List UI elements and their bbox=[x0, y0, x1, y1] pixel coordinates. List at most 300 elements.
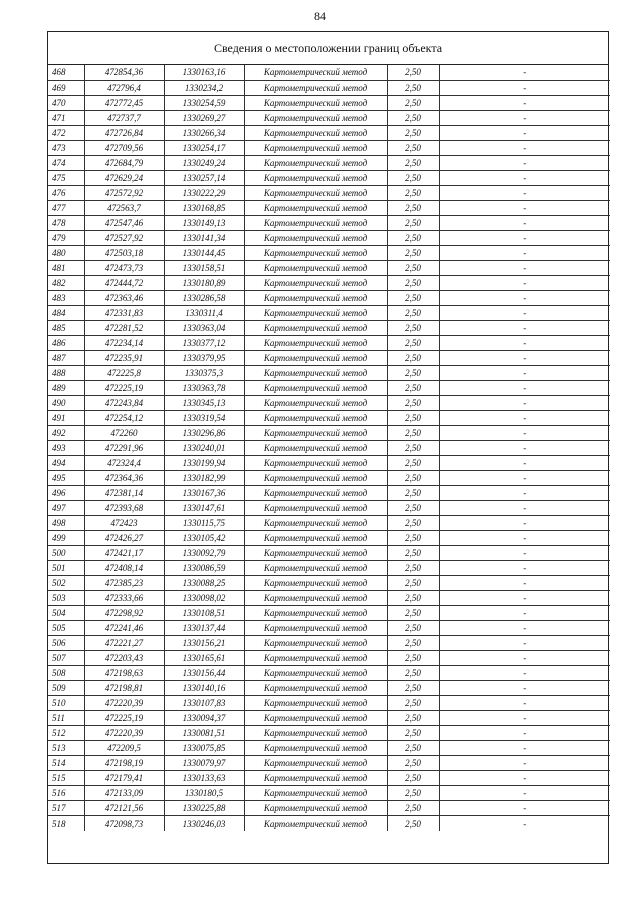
description-cell: - bbox=[523, 818, 527, 829]
x-coordinate-cell: 472503,18 bbox=[84, 245, 164, 260]
x-coordinate-cell: 472726,84 bbox=[84, 125, 164, 140]
point-number-cell: 518 bbox=[48, 816, 84, 831]
description-cell: - bbox=[439, 65, 610, 80]
precision-cell: 2,50 bbox=[387, 455, 439, 470]
table-row bbox=[48, 80, 610, 95]
precision-cell: 2,50 bbox=[387, 621, 439, 636]
method-cell: Картометрический метод bbox=[244, 606, 387, 621]
y-coordinate-cell: 1330319,54 bbox=[164, 410, 244, 425]
y-coordinate-cell: 1330363,04 bbox=[164, 320, 244, 335]
y-coordinate-cell: 1330377,12 bbox=[164, 335, 244, 350]
description-cell: - bbox=[439, 200, 610, 215]
point-number-cell: 494 bbox=[48, 455, 84, 470]
precision-cell: 2,50 bbox=[387, 290, 439, 305]
description-cell: - bbox=[439, 320, 610, 335]
description-cell: - bbox=[439, 786, 610, 801]
method-cell: Картометрический метод bbox=[244, 80, 387, 95]
precision-cell: 2,50 bbox=[387, 410, 439, 425]
point-number-cell: 469 bbox=[48, 80, 84, 95]
x-coordinate-cell: 472572,92 bbox=[84, 185, 164, 200]
point-number-cell: 500 bbox=[48, 546, 84, 561]
table-row bbox=[48, 320, 610, 335]
description-cell: - bbox=[439, 771, 610, 786]
y-coordinate-cell: 1330108,51 bbox=[164, 606, 244, 621]
method-cell: Картометрический метод bbox=[244, 320, 387, 335]
method-cell: Картометрический метод bbox=[244, 816, 387, 831]
description-cell: - bbox=[439, 395, 610, 410]
table-row bbox=[48, 155, 610, 170]
description-cell: - bbox=[439, 546, 610, 561]
x-coordinate-cell: 472324,4 bbox=[84, 455, 164, 470]
table-row bbox=[48, 395, 610, 410]
method-cell: Картометрический метод bbox=[244, 696, 387, 711]
description-cell: - bbox=[439, 335, 610, 350]
description-cell: - bbox=[439, 95, 610, 110]
description-cell: - bbox=[439, 350, 610, 365]
precision-cell: 2,50 bbox=[387, 726, 439, 741]
table-row bbox=[48, 786, 610, 801]
x-coordinate-cell: 472225,19 bbox=[84, 380, 164, 395]
x-coordinate-cell: 472220,39 bbox=[84, 696, 164, 711]
point-number-cell: 511 bbox=[48, 711, 84, 726]
description-cell: - bbox=[439, 80, 610, 95]
description-cell: - bbox=[439, 185, 610, 200]
point-number-cell: 505 bbox=[48, 621, 84, 636]
y-coordinate-cell: 1330180,89 bbox=[164, 275, 244, 290]
method-cell: Картометрический метод bbox=[244, 200, 387, 215]
x-coordinate-cell: 472393,68 bbox=[84, 500, 164, 515]
x-coordinate-cell: 472563,7 bbox=[84, 200, 164, 215]
precision-cell: 2,50 bbox=[387, 681, 439, 696]
method-cell: Картометрический метод bbox=[244, 140, 387, 155]
y-coordinate-cell: 1330094,37 bbox=[164, 711, 244, 726]
point-number-cell: 470 bbox=[48, 95, 84, 110]
table-row bbox=[48, 636, 610, 651]
table-row bbox=[48, 275, 610, 290]
table-row bbox=[48, 741, 610, 756]
table-row bbox=[48, 515, 610, 530]
x-coordinate-cell: 472364,36 bbox=[84, 470, 164, 485]
x-coordinate-cell: 472408,14 bbox=[84, 561, 164, 576]
precision-cell: 2,50 bbox=[387, 110, 439, 125]
precision-cell: 2,50 bbox=[387, 95, 439, 110]
x-coordinate-cell: 472527,92 bbox=[84, 230, 164, 245]
precision-cell: 2,50 bbox=[387, 200, 439, 215]
table-row bbox=[48, 530, 610, 545]
table-row bbox=[48, 140, 610, 155]
point-number-cell: 482 bbox=[48, 275, 84, 290]
precision-cell: 2,50 bbox=[387, 185, 439, 200]
x-coordinate-cell: 472254,12 bbox=[84, 410, 164, 425]
point-number-cell: 501 bbox=[48, 561, 84, 576]
y-coordinate-cell: 1330254,59 bbox=[164, 95, 244, 110]
table-row bbox=[48, 485, 610, 500]
method-cell: Картометрический метод bbox=[244, 485, 387, 500]
point-number-cell: 487 bbox=[48, 350, 84, 365]
y-coordinate-cell: 1330225,88 bbox=[164, 801, 244, 816]
method-cell: Картометрический метод bbox=[244, 636, 387, 651]
table-row bbox=[48, 546, 610, 561]
y-coordinate-cell: 1330081,51 bbox=[164, 726, 244, 741]
description-cell: - bbox=[439, 561, 610, 576]
y-coordinate-cell: 1330144,45 bbox=[164, 245, 244, 260]
table-row bbox=[48, 711, 610, 726]
precision-cell: 2,50 bbox=[387, 440, 439, 455]
description-cell: - bbox=[439, 380, 610, 395]
table-row bbox=[48, 260, 610, 275]
y-coordinate-cell: 1330105,42 bbox=[164, 530, 244, 545]
method-cell: Картометрический метод bbox=[244, 350, 387, 365]
precision-cell: 2,50 bbox=[387, 425, 439, 440]
y-coordinate-cell: 1330167,36 bbox=[164, 485, 244, 500]
precision-cell: 2,50 bbox=[387, 245, 439, 260]
y-coordinate-cell: 1330147,61 bbox=[164, 500, 244, 515]
y-coordinate-cell: 1330141,34 bbox=[164, 230, 244, 245]
point-number-cell: 513 bbox=[48, 741, 84, 756]
method-cell: Картометрический метод bbox=[244, 95, 387, 110]
x-coordinate-cell: 472220,39 bbox=[84, 726, 164, 741]
precision-cell: 2,50 bbox=[387, 380, 439, 395]
table-row bbox=[48, 816, 610, 831]
table-row bbox=[48, 470, 610, 485]
precision-cell: 2,50 bbox=[387, 741, 439, 756]
description-cell: - bbox=[439, 591, 610, 606]
description-cell: - bbox=[439, 305, 610, 320]
description-cell: - bbox=[439, 485, 610, 500]
description-cell: - bbox=[439, 741, 610, 756]
precision-cell: 2,50 bbox=[387, 756, 439, 771]
point-number-cell: 499 bbox=[48, 530, 84, 545]
x-coordinate-cell: 472121,56 bbox=[84, 801, 164, 816]
y-coordinate-cell: 1330163,16 bbox=[164, 65, 244, 80]
method-cell: Картометрический метод bbox=[244, 621, 387, 636]
x-coordinate-cell: 472221,27 bbox=[84, 636, 164, 651]
description-cell: - bbox=[439, 215, 610, 230]
table-row bbox=[48, 380, 610, 395]
precision-cell: 2,50 bbox=[387, 230, 439, 245]
description-cell: - bbox=[439, 726, 610, 741]
point-number-cell: 514 bbox=[48, 756, 84, 771]
table-row bbox=[48, 215, 610, 230]
description-cell: - bbox=[439, 170, 610, 185]
precision-cell: 2,50 bbox=[387, 515, 439, 530]
precision-cell: 2,50 bbox=[387, 155, 439, 170]
method-cell: Картометрический метод bbox=[244, 470, 387, 485]
y-coordinate-cell: 1330246,03 bbox=[164, 816, 244, 831]
description-cell: - bbox=[439, 245, 610, 260]
point-number-cell: 492 bbox=[48, 425, 84, 440]
description-cell: - bbox=[439, 576, 610, 591]
point-number-cell: 497 bbox=[48, 500, 84, 515]
precision-cell: 2,50 bbox=[387, 801, 439, 816]
precision-cell: 2,50 bbox=[387, 711, 439, 726]
x-coordinate-cell: 472363,46 bbox=[84, 290, 164, 305]
description-cell: - bbox=[439, 440, 610, 455]
description-cell: - bbox=[439, 681, 610, 696]
method-cell: Картометрический метод bbox=[244, 455, 387, 470]
method-cell: Картометрический метод bbox=[244, 425, 387, 440]
method-cell: Картометрический метод bbox=[244, 410, 387, 425]
x-coordinate-cell: 472737,7 bbox=[84, 110, 164, 125]
table-row bbox=[48, 305, 610, 320]
point-number-cell: 484 bbox=[48, 305, 84, 320]
table-row bbox=[48, 410, 610, 425]
y-coordinate-cell: 1330079,97 bbox=[164, 756, 244, 771]
method-cell: Картометрический метод bbox=[244, 230, 387, 245]
x-coordinate-cell: 472234,14 bbox=[84, 335, 164, 350]
precision-cell: 2,50 bbox=[387, 140, 439, 155]
description-cell: - bbox=[439, 275, 610, 290]
point-number-cell: 478 bbox=[48, 215, 84, 230]
table-row bbox=[48, 696, 610, 711]
y-coordinate-cell: 1330249,24 bbox=[164, 155, 244, 170]
description-cell: - bbox=[439, 515, 610, 530]
method-cell: Картометрический метод bbox=[244, 546, 387, 561]
x-coordinate-cell: 472331,83 bbox=[84, 305, 164, 320]
table-row bbox=[48, 185, 610, 200]
point-number-cell: 491 bbox=[48, 410, 84, 425]
method-cell: Картометрический метод bbox=[244, 561, 387, 576]
x-coordinate-cell: 472709,56 bbox=[84, 140, 164, 155]
x-coordinate-cell: 472241,46 bbox=[84, 621, 164, 636]
precision-cell: 2,50 bbox=[387, 666, 439, 681]
table-row bbox=[48, 651, 610, 666]
method-cell: Картометрический метод bbox=[244, 110, 387, 125]
y-coordinate-cell: 1330182,99 bbox=[164, 470, 244, 485]
table-row bbox=[48, 801, 610, 816]
precision-cell: 2,50 bbox=[387, 395, 439, 410]
method-cell: Картометрический метод bbox=[244, 440, 387, 455]
table-row bbox=[48, 65, 610, 80]
x-coordinate-cell: 472444,72 bbox=[84, 275, 164, 290]
y-coordinate-cell: 1330098,02 bbox=[164, 591, 244, 606]
description-cell: - bbox=[439, 260, 610, 275]
precision-cell: 2,50 bbox=[387, 530, 439, 545]
point-number-cell: 483 bbox=[48, 290, 84, 305]
precision-cell: 2,50 bbox=[387, 65, 439, 80]
precision-cell: 2,50 bbox=[387, 771, 439, 786]
description-cell: - bbox=[439, 470, 610, 485]
method-cell: Картометрический метод bbox=[244, 786, 387, 801]
point-number-cell: 481 bbox=[48, 260, 84, 275]
precision-cell: 2,50 bbox=[387, 591, 439, 606]
y-coordinate-cell: 1330092,79 bbox=[164, 546, 244, 561]
section-title: Сведения о местоположении границ объекта bbox=[48, 32, 608, 65]
y-coordinate-cell: 1330363,78 bbox=[164, 380, 244, 395]
table-row bbox=[48, 681, 610, 696]
method-cell: Картометрический метод bbox=[244, 711, 387, 726]
description-cell: - bbox=[439, 290, 610, 305]
description-cell: - bbox=[439, 140, 610, 155]
table-row bbox=[48, 561, 610, 576]
precision-cell: 2,50 bbox=[387, 275, 439, 290]
point-number-cell: 507 bbox=[48, 651, 84, 666]
description-cell: - bbox=[439, 455, 610, 470]
precision-cell: 2,50 bbox=[387, 305, 439, 320]
precision-cell: 2,50 bbox=[387, 651, 439, 666]
precision-cell: 2,50 bbox=[387, 320, 439, 335]
description-cell: - bbox=[439, 365, 610, 380]
precision-cell: 2,50 bbox=[387, 816, 439, 831]
point-number-cell: 493 bbox=[48, 440, 84, 455]
point-number-cell: 508 bbox=[48, 666, 84, 681]
x-coordinate-cell: 472772,45 bbox=[84, 95, 164, 110]
x-coordinate-cell: 472203,43 bbox=[84, 651, 164, 666]
point-number-cell: 489 bbox=[48, 380, 84, 395]
point-number-cell: 515 bbox=[48, 771, 84, 786]
precision-cell: 2,50 bbox=[387, 500, 439, 515]
precision-cell: 2,50 bbox=[387, 485, 439, 500]
method-cell: Картометрический метод bbox=[244, 681, 387, 696]
x-coordinate-cell: 472243,84 bbox=[84, 395, 164, 410]
method-cell: Картометрический метод bbox=[244, 65, 387, 80]
y-coordinate-cell: 1330156,21 bbox=[164, 636, 244, 651]
y-coordinate-cell: 1330088,25 bbox=[164, 576, 244, 591]
precision-cell: 2,50 bbox=[387, 606, 439, 621]
method-cell: Картометрический метод bbox=[244, 591, 387, 606]
y-coordinate-cell: 1330266,34 bbox=[164, 125, 244, 140]
method-cell: Картометрический метод bbox=[244, 260, 387, 275]
table-row bbox=[48, 170, 610, 185]
table-row bbox=[48, 606, 610, 621]
y-coordinate-cell: 1330137,44 bbox=[164, 621, 244, 636]
x-coordinate-cell: 472426,27 bbox=[84, 530, 164, 545]
table-row bbox=[48, 455, 610, 470]
point-number-cell: 512 bbox=[48, 726, 84, 741]
y-coordinate-cell: 1330180,5 bbox=[164, 786, 244, 801]
y-coordinate-cell: 1330222,29 bbox=[164, 185, 244, 200]
precision-cell: 2,50 bbox=[387, 170, 439, 185]
description-cell: - bbox=[439, 756, 610, 771]
x-coordinate-cell: 472854,36 bbox=[84, 65, 164, 80]
y-coordinate-cell: 1330311,4 bbox=[164, 305, 244, 320]
x-coordinate-cell: 472385,23 bbox=[84, 576, 164, 591]
x-coordinate-cell: 472333,66 bbox=[84, 591, 164, 606]
point-number-cell: 488 bbox=[48, 365, 84, 380]
description-cell: - bbox=[439, 621, 610, 636]
point-number-cell: 471 bbox=[48, 110, 84, 125]
x-coordinate-cell: 472260 bbox=[84, 425, 164, 440]
x-coordinate-cell: 472179,41 bbox=[84, 771, 164, 786]
y-coordinate-cell: 1330165,61 bbox=[164, 651, 244, 666]
point-number-cell: 485 bbox=[48, 320, 84, 335]
description-cell: - bbox=[439, 230, 610, 245]
method-cell: Картометрический метод bbox=[244, 335, 387, 350]
precision-cell: 2,50 bbox=[387, 470, 439, 485]
method-cell: Картометрический метод bbox=[244, 305, 387, 320]
x-coordinate-cell: 472209,5 bbox=[84, 741, 164, 756]
table-row bbox=[48, 771, 610, 786]
point-number-cell: 516 bbox=[48, 786, 84, 801]
point-number-cell: 510 bbox=[48, 696, 84, 711]
precision-cell: 2,50 bbox=[387, 215, 439, 230]
method-cell: Картометрический метод bbox=[244, 500, 387, 515]
table-row bbox=[48, 230, 610, 245]
precision-cell: 2,50 bbox=[387, 125, 439, 140]
method-cell: Картометрический метод bbox=[244, 576, 387, 591]
point-number-cell: 472 bbox=[48, 125, 84, 140]
point-number-cell: 503 bbox=[48, 591, 84, 606]
y-coordinate-cell: 1330158,51 bbox=[164, 260, 244, 275]
method-cell: Картометрический метод bbox=[244, 380, 387, 395]
point-number-cell: 504 bbox=[48, 606, 84, 621]
x-coordinate-cell: 472629,24 bbox=[84, 170, 164, 185]
y-coordinate-cell: 1330133,63 bbox=[164, 771, 244, 786]
method-cell: Картометрический метод bbox=[244, 666, 387, 681]
table-row bbox=[48, 350, 610, 365]
table-row bbox=[48, 726, 610, 741]
x-coordinate-cell: 472133,09 bbox=[84, 786, 164, 801]
table-row bbox=[48, 95, 610, 110]
y-coordinate-cell: 1330156,44 bbox=[164, 666, 244, 681]
point-number-cell: 509 bbox=[48, 681, 84, 696]
table-row bbox=[48, 440, 610, 455]
point-number-cell: 517 bbox=[48, 801, 84, 816]
table-row bbox=[48, 500, 610, 515]
method-cell: Картометрический метод bbox=[244, 215, 387, 230]
y-coordinate-cell: 1330379,95 bbox=[164, 350, 244, 365]
y-coordinate-cell: 1330269,27 bbox=[164, 110, 244, 125]
x-coordinate-cell: 472225,8 bbox=[84, 365, 164, 380]
method-cell: Картометрический метод bbox=[244, 771, 387, 786]
y-coordinate-cell: 1330107,83 bbox=[164, 696, 244, 711]
x-coordinate-cell: 472423 bbox=[84, 515, 164, 530]
y-coordinate-cell: 1330149,13 bbox=[164, 215, 244, 230]
point-number-cell: 502 bbox=[48, 576, 84, 591]
table-row bbox=[48, 576, 610, 591]
x-coordinate-cell: 472198,81 bbox=[84, 681, 164, 696]
x-coordinate-cell: 472225,19 bbox=[84, 711, 164, 726]
table-row bbox=[48, 425, 610, 440]
table-row bbox=[48, 365, 610, 380]
y-coordinate-cell: 1330254,17 bbox=[164, 140, 244, 155]
x-coordinate-cell: 472547,46 bbox=[84, 215, 164, 230]
x-coordinate-cell: 472291,96 bbox=[84, 440, 164, 455]
point-number-cell: 476 bbox=[48, 185, 84, 200]
point-number-cell: 475 bbox=[48, 170, 84, 185]
y-coordinate-cell: 1330115,75 bbox=[164, 515, 244, 530]
description-cell: - bbox=[439, 651, 610, 666]
description-cell: - bbox=[439, 500, 610, 515]
y-coordinate-cell: 1330168,85 bbox=[164, 200, 244, 215]
page-number: 84 bbox=[314, 9, 326, 23]
table-row bbox=[48, 200, 610, 215]
method-cell: Картометрический метод bbox=[244, 515, 387, 530]
y-coordinate-cell: 1330075,85 bbox=[164, 741, 244, 756]
method-cell: Картометрический метод bbox=[244, 125, 387, 140]
point-number-cell: 477 bbox=[48, 200, 84, 215]
table-row bbox=[48, 756, 610, 771]
point-number-cell: 479 bbox=[48, 230, 84, 245]
precision-cell: 2,50 bbox=[387, 561, 439, 576]
description-cell: - bbox=[439, 606, 610, 621]
description-cell: - bbox=[439, 711, 610, 726]
x-coordinate-cell: 472473,73 bbox=[84, 260, 164, 275]
method-cell: Картометрический метод bbox=[244, 155, 387, 170]
x-coordinate-cell: 472684,79 bbox=[84, 155, 164, 170]
description-cell: - bbox=[439, 425, 610, 440]
x-coordinate-cell: 472298,92 bbox=[84, 606, 164, 621]
x-coordinate-cell: 472421,17 bbox=[84, 546, 164, 561]
x-coordinate-cell: 472098,73 bbox=[84, 816, 164, 831]
table-row bbox=[48, 591, 610, 606]
x-coordinate-cell: 472281,52 bbox=[84, 320, 164, 335]
x-coordinate-cell: 472235,91 bbox=[84, 350, 164, 365]
point-number-cell: 506 bbox=[48, 636, 84, 651]
point-number-cell: 468 bbox=[48, 65, 84, 80]
x-coordinate-cell: 472198,63 bbox=[84, 666, 164, 681]
point-number-cell: 480 bbox=[48, 245, 84, 260]
